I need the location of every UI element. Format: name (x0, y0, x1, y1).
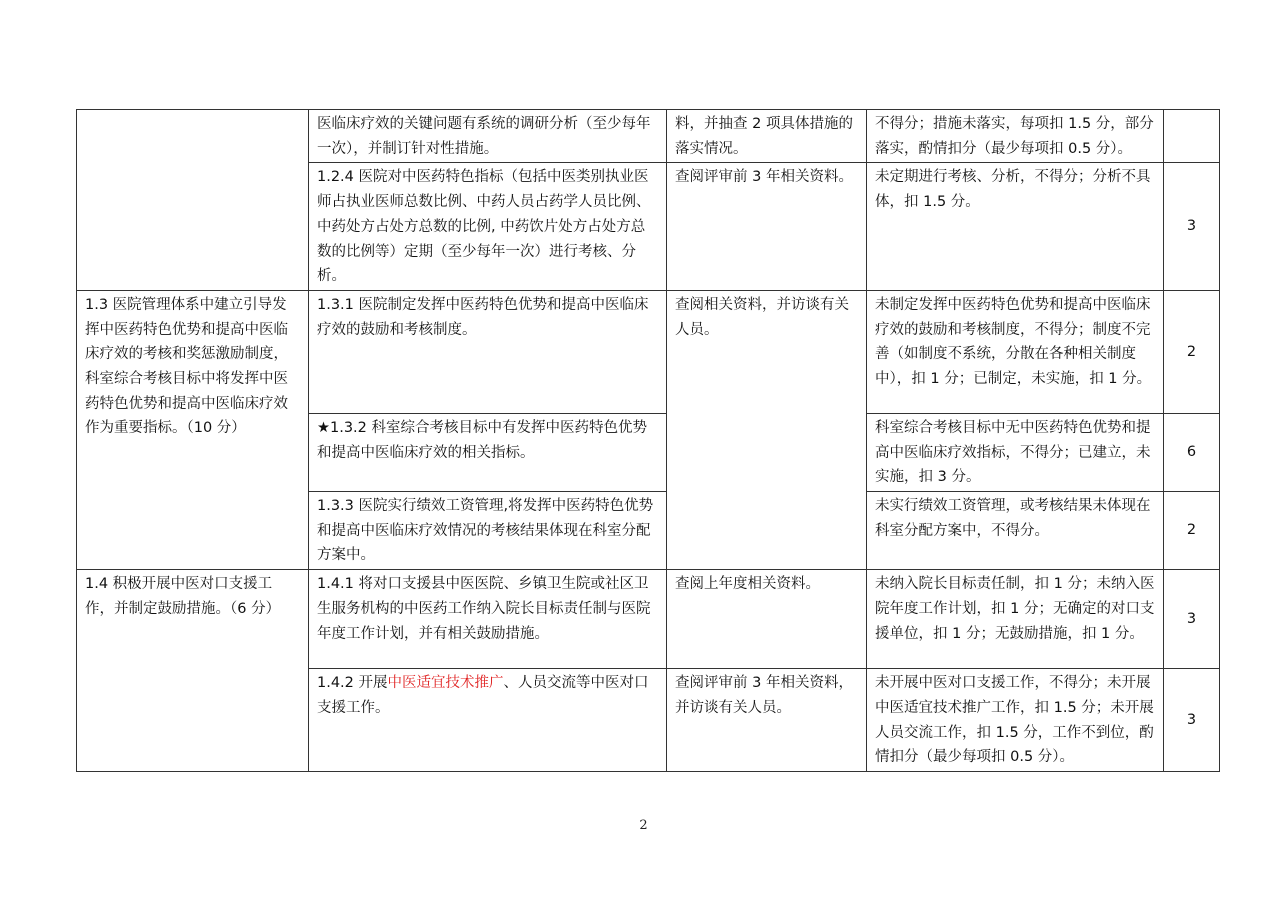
content-cell: 1.2.4 医院对中医药特色指标（包括中医类别执业医师占执业医师总数比例、中药人员占药学人员比例、中药处方占处方总数的比例, 中药饮片处方占处方总数的比例等）定期（至少每年一次）进行考核、分析。 (309, 163, 667, 291)
content-cell: 1.3.3 医院实行绩效工资管理,将发挥中医药特色优势和提高中医临床疗效情况的考核结果体现在科室分配方案中。 (309, 492, 667, 570)
method-cell: 查阅上年度相关资料。 (667, 570, 867, 669)
content-cell: 1.3.1 医院制定发挥中医药特色优势和提高中医临床疗效的鼓励和考核制度。 (309, 290, 667, 413)
item-cell-1-3: 1.3 医院管理体系中建立引导发挥中医药特色优势和提高中医临床疗效的考核和奖惩激励制度，科室综合考核目标中将发挥中医药特色优势和提高中医临床疗效作为重要指标。（10 分） (77, 290, 309, 569)
criteria-cell: 未纳入院长目标责任制，扣 1 分；未纳入医院年度工作计划，扣 1 分；无确定的对口支援单位，扣 1 分；无鼓励措施，扣 1 分。 (867, 570, 1164, 669)
content-text: 、人员交流等中医对口支援工作。 (317, 675, 649, 716)
score-cell: 3 (1164, 163, 1220, 291)
criteria-cell: 未开展中医对口支援工作，不得分；未开展中医适宜技术推广工作，扣 1.5 分；未开展人员交流工作，扣 1.5 分，工作不到位，酌情扣分（最少每项扣 0.5 分）。 (867, 669, 1164, 772)
score-cell: 3 (1164, 669, 1220, 772)
score-cell: 3 (1164, 570, 1220, 669)
table-row (77, 570, 1220, 669)
score-cell: 2 (1164, 290, 1220, 413)
assessment-table (76, 109, 1220, 772)
content-cell: 1.4.1 将对口支援县中医医院、乡镇卫生院或社区卫生服务机构的中医药工作纳入院长目标责任制与医院年度工作计划，并有相关鼓励措施。 (309, 570, 667, 669)
method-cell: 查阅评审前 3 年相关资料。 (667, 163, 867, 291)
criteria-cell: 未定期进行考核、分析，不得分；分析不具体，扣 1.5 分。 (867, 163, 1164, 291)
criteria-cell: 科室综合考核目标中无中医药特色优势和提高中医临床疗效指标，不得分；已建立，未实施，扣 3 分。 (867, 413, 1164, 491)
method-cell: 查阅相关资料，并访谈有关人员。 (667, 290, 867, 569)
content-cell (309, 669, 667, 772)
content-text: 1.4.2 开展 (317, 675, 388, 692)
method-cell: 查阅评审前 3 年相关资料，并访谈有关人员。 (667, 669, 867, 772)
score-cell: 2 (1164, 492, 1220, 570)
table-row (77, 290, 1220, 413)
page-number: 2 (639, 818, 648, 833)
table-row (77, 110, 1220, 163)
item-cell-1-4: 1.4 积极开展中医对口支援工作，并制定鼓励措施。（6 分） (77, 570, 309, 772)
criteria-cell: 未制定发挥中医药特色优势和提高中医临床疗效的鼓励和考核制度，不得分；制度不完善（如制度不系统，分散在各种相关制度中），扣 1 分；已制定，未实施，扣 1 分。 (867, 290, 1164, 413)
content-cell: ★1.3.2 科室综合考核目标中有发挥中医药特色优势和提高中医临床疗效的相关指标。 (309, 413, 667, 491)
criteria-cell: 不得分；措施未落实，每项扣 1.5 分，部分落实，酌情扣分（最少每项扣 0.5 分）。 (867, 110, 1164, 163)
criteria-cell: 未实行绩效工资管理，或考核结果未体现在科室分配方案中，不得分。 (867, 492, 1164, 570)
item-cell-1-2-cont (77, 110, 309, 291)
score-cell-empty (1164, 110, 1220, 163)
content-cell: 医临床疗效的关键问题有系统的调研分析（至少每年一次），并制订针对性措施。 (309, 110, 667, 163)
score-cell: 6 (1164, 413, 1220, 491)
method-cell: 料，并抽查 2 项具体措施的落实情况。 (667, 110, 867, 163)
highlighted-text: 中医适宜技术推广 (387, 675, 504, 692)
